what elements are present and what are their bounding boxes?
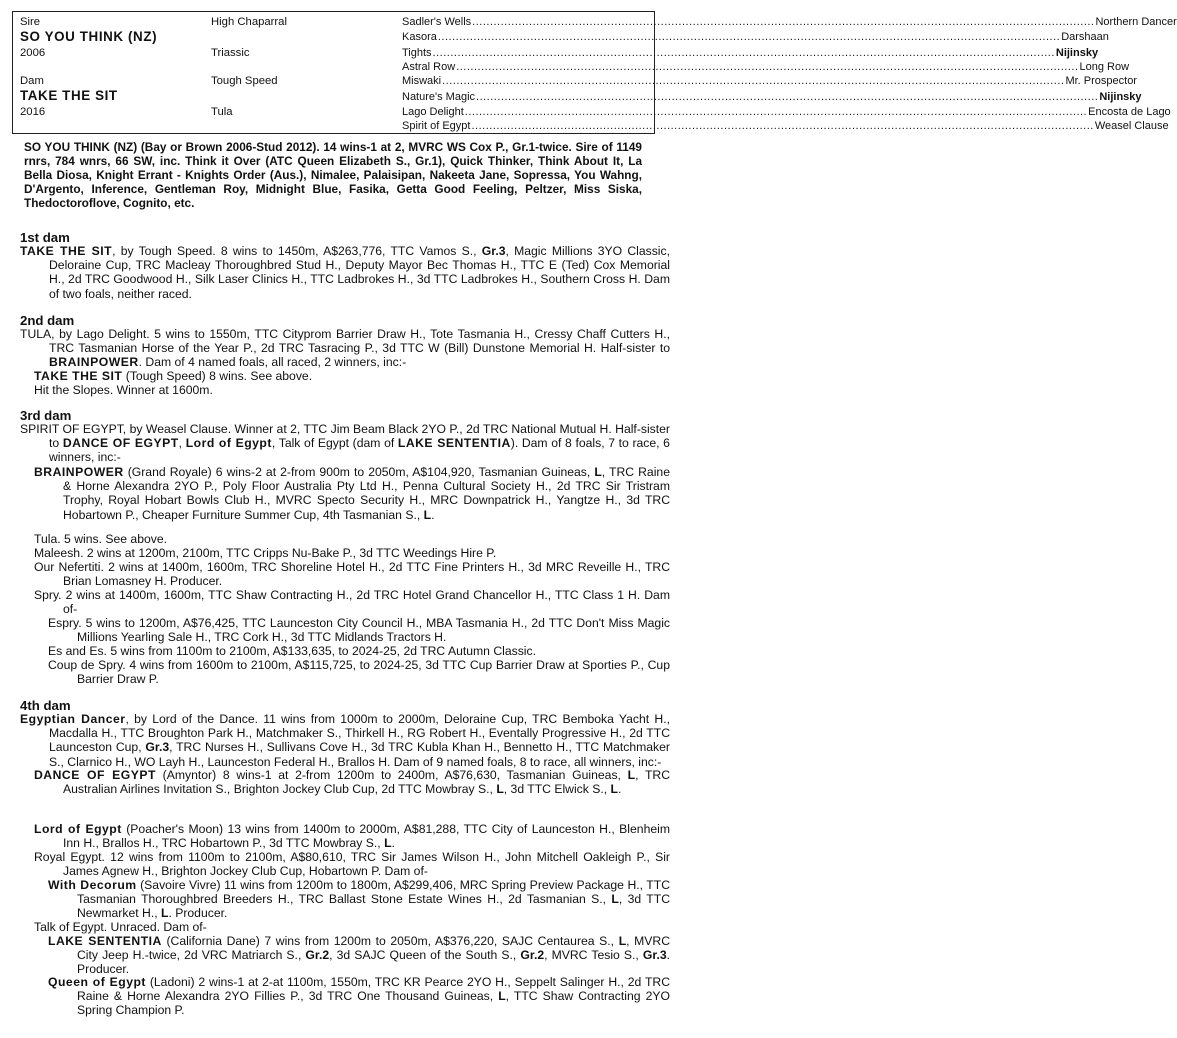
dam-dam: Tula	[211, 106, 233, 118]
pedigree-row: Spirit of Egypt ..... Weasel Clause	[402, 120, 631, 133]
sire-sire: High Chaparral	[211, 16, 287, 28]
foal-entry: BRAINPOWER (Grand Royale) 6 wins-2 at 2-from 900m to 2050m, A$104,920, Tasmanian Guineas, L, TRC Raine & Horne Alexandra 2YO P., Poly Floor Australia Pty Ltd H., Penna Cultural Society H., 2d TRC Sir Tristram Trophy, Royal Hobart Bowls Club H., MVRC Specto Security H., MRC Downpatrick H., Yangtze H., 3d TRC Hobartown P., Cheaper Furniture Summer Cup, 4th Tasmanian S., L.	[34, 465, 670, 522]
grandfoal-entry: LAKE SENTENTIA (California Dane) 7 wins from 1200m to 2050m, A$376,220, SAJC Centaurea S., L, MVRC City Jeep H.-twice, 2d VRC Matriarch S., Gr.2, 3d SAJC Queen of the South S., Gr.2, MVRC Tesio S., Gr.3. Producer.	[48, 934, 671, 977]
sire-name: SO YOU THINK (NZ)	[20, 29, 158, 44]
pedigree-row: Lago Delight ..... Encosta de Lago	[402, 106, 631, 119]
dam-sire: Tough Speed	[211, 75, 278, 87]
foal-entry: Hit the Slopes. Winner at 1600m.	[34, 383, 213, 397]
foal-entry: Lord of Egypt (Poacher's Moon) 13 wins from 1400m to 2000m, A$81,288, TTC City of Launceston H., Blenheim Inn H., Brallos H., TRC Hobartown P., 3d TTC Mowbray S., L.	[34, 822, 670, 851]
grandfoal-entry: Coup de Spry. 4 wins from 1600m to 2100m, A$115,725, to 2024-25, 3d TTC Cup Barrier Draw at Sporties P., Cup Barrier Draw P.	[48, 658, 670, 687]
pedigree-row: Miswaki ..... Mr. Prospector	[402, 75, 631, 88]
pedigree-row: Kasora ..... Darshaan	[402, 31, 631, 44]
fourth-dam-entry: Egyptian Dancer, by Lord of the Dance. 11 wins from 1000m to 2000m, Deloraine Cup, TRC Bemboka Yacht H., Macdalla H., TTC Broughton Park H., Matchmaker S., Thirkell H., RG Robert H., Eventally Progressive H., 2d TTC Launceston Cup, Gr.3, TRC Nurses H., Sullivans Cove H., 3d TRC Kubla Khan H., Bennetto H., TTC Matchmaker S., Clarnico H., WO Layh H., Launceston Federal H., Brallos H. Dam of 9 named foals, 8 to race, all winners, inc:-	[20, 712, 670, 769]
foal-entry: Our Nefertiti. 2 wins at 1400m, 1600m, TRC Shoreline Hotel H., 2d TTC Fine Printers H., 3d MRC Reveille H., TRC Brian Lomasney H. Producer.	[34, 560, 670, 589]
sire-dam: Triassic	[211, 47, 250, 59]
grandfoal-entry: Queen of Egypt (Ladoni) 2 wins-1 at 2-at 1100m, 1550m, TRC KR Pearce 2YO H., Seppelt Salinger H., 2d TRC Raine & Horne Alexandra 2YO Fillies P., 3d TRC One Thousand Guineas, L, TTC Shaw Contracting 2YO Spring Champion P.	[48, 975, 670, 1018]
pedigree-table	[12, 11, 1177, 134]
second-dam-heading: 2nd dam	[20, 313, 75, 328]
dam-name: TAKE THE SIT	[20, 88, 118, 103]
dam-label: Dam	[20, 75, 44, 87]
foal-entry: TAKE THE SIT (Tough Speed) 8 wins. See above.	[34, 369, 313, 383]
third-dam-entry: SPIRIT OF EGYPT, by Weasel Clause. Winner at 2, TTC Jim Beam Black 2YO P., 2d TRC National Mutual H. Half-sister to DANCE OF EGYPT, Lord of Egypt, Talk of Egypt (dam of LAKE SENTENTIA). Dam of 8 foals, 7 to race, 6 winners, inc:-	[20, 422, 670, 465]
pedigree-row: Nature's Magic ..... Nijinsky	[402, 91, 631, 104]
first-dam-entry: TAKE THE SIT, by Tough Speed. 8 wins to 1450m, A$263,776, TTC Vamos S., Gr.3, Magic Millions 3YO Classic, Deloraine Cup, TRC Macleay Thoroughbred Stud H., Deputy Mayor Bec Thomas H., TTC E (Ted) Cox Memorial H., 2d TRC Goodwood H., Silk Laser Clinics H., TTC Ladbrokes H., 3d TTC Ladbrokes H., Southern Cross H. Dam of two foals, neither raced.	[20, 244, 670, 301]
foal-entry: Tula. 5 wins. See above.	[34, 532, 168, 546]
second-dam-entry: TULA, by Lago Delight. 5 wins to 1550m, TTC Cityprom Barrier Draw H., Tote Tasmania H., Cressy Chaff Cutters H., TRC Tasmanian Horse of the Year P., 2d TRC Tasracing P., 3d TTC W (Bill) Dunstone Memorial H. Half-sister to BRAINPOWER. Dam of 4 named foals, all raced, 2 winners, inc:-	[20, 327, 670, 370]
sire-label: Sire	[20, 16, 41, 28]
pedigree-row: Astral Row ..... Long Row	[402, 61, 631, 74]
sire-year: 2006	[20, 47, 46, 59]
foal-entry: Spry. 2 wins at 1400m, 1600m, TTC Shaw Contracting H., 2d TRC Hotel Grand Chancellor H., TTC Class 1 H. Dam of-	[34, 588, 670, 617]
sire-summary: SO YOU THINK (NZ) (Bay or Brown 2006-Stud 2012). 14 wins-1 at 2, MVRC WS Cox P., Gr.1-twice. Sire of 1149 rnrs, 784 wnrs, 66 SW, inc. Think it Over (ATC Queen Elizabeth S., Gr.1), Quick Thinker, Think About It, La Bella Diosa, Knight Errant - Knights Order (Aus.), Nimalee, Palaisipan, Nakeeta Jane, Sopressa, You Wahng, D'Argento, Inference, Gentleman Roy, Midnight Blue, Fasika, Getta Good Feeling, Peltzer, Miss Siska, Thedoctoroflove, Cognito, etc.	[24, 140, 642, 210]
fourth-dam-heading: 4th dam	[20, 698, 71, 713]
pedigree-row: Tights ..... Nijinsky	[402, 47, 631, 60]
foal-entry: DANCE OF EGYPT (Amyntor) 8 wins-1 at 2-from 1200m to 2400m, A$76,630, Tasmanian Guineas, L, TRC Australian Airlines Invitation S., Brighton Jockey Club Cup, 2d TTC Mowbray S., L, 3d TTC Elwick S., L.	[34, 768, 671, 797]
pedigree-row: Sadler's Wells ..... Northern Dancer	[402, 16, 631, 29]
grandfoal-entry: Espry. 5 wins to 1200m, A$76,425, TTC Launceston City Council H., MBA Tasmania H., 2d TTC Don't Miss Magic Millions Yearling Sale H., TRC Cork H., 3d TTC Midlands Tractors H.	[48, 616, 670, 645]
grandfoal-entry: With Decorum (Savoire Vivre) 11 wins from 1200m to 1800m, A$299,406, MRC Spring Preview Package H., TTC Tasmanian Thoroughbred Breeders H., TRC Ballast Stone Estate Wines H., 2d Tasmanian S., L, 3d TTC Newmarket H., L. Producer.	[48, 878, 670, 921]
foal-entry: Talk of Egypt. Unraced. Dam of-	[34, 920, 207, 934]
foal-entry: Royal Egypt. 12 wins from 1100m to 2100m, A$80,610, TRC Sir James Wilson H., John Mitchell Oakleigh P., Sir James Agnew H., Brighton Jockey Club Cup, Hobartown P. Dam of-	[34, 850, 670, 879]
grandfoal-entry: Es and Es. 5 wins from 1100m to 2100m, A$133,635, to 2024-25, 2d TRC Autumn Classic.	[48, 644, 536, 658]
first-dam-heading: 1st dam	[20, 230, 70, 245]
third-dam-heading: 3rd dam	[20, 408, 72, 423]
dam-year: 2016	[20, 106, 46, 118]
foal-entry: Maleesh. 2 wins at 1200m, 2100m, TTC Cripps Nu-Bake P., 3d TTC Weedings Hire P.	[34, 546, 497, 560]
